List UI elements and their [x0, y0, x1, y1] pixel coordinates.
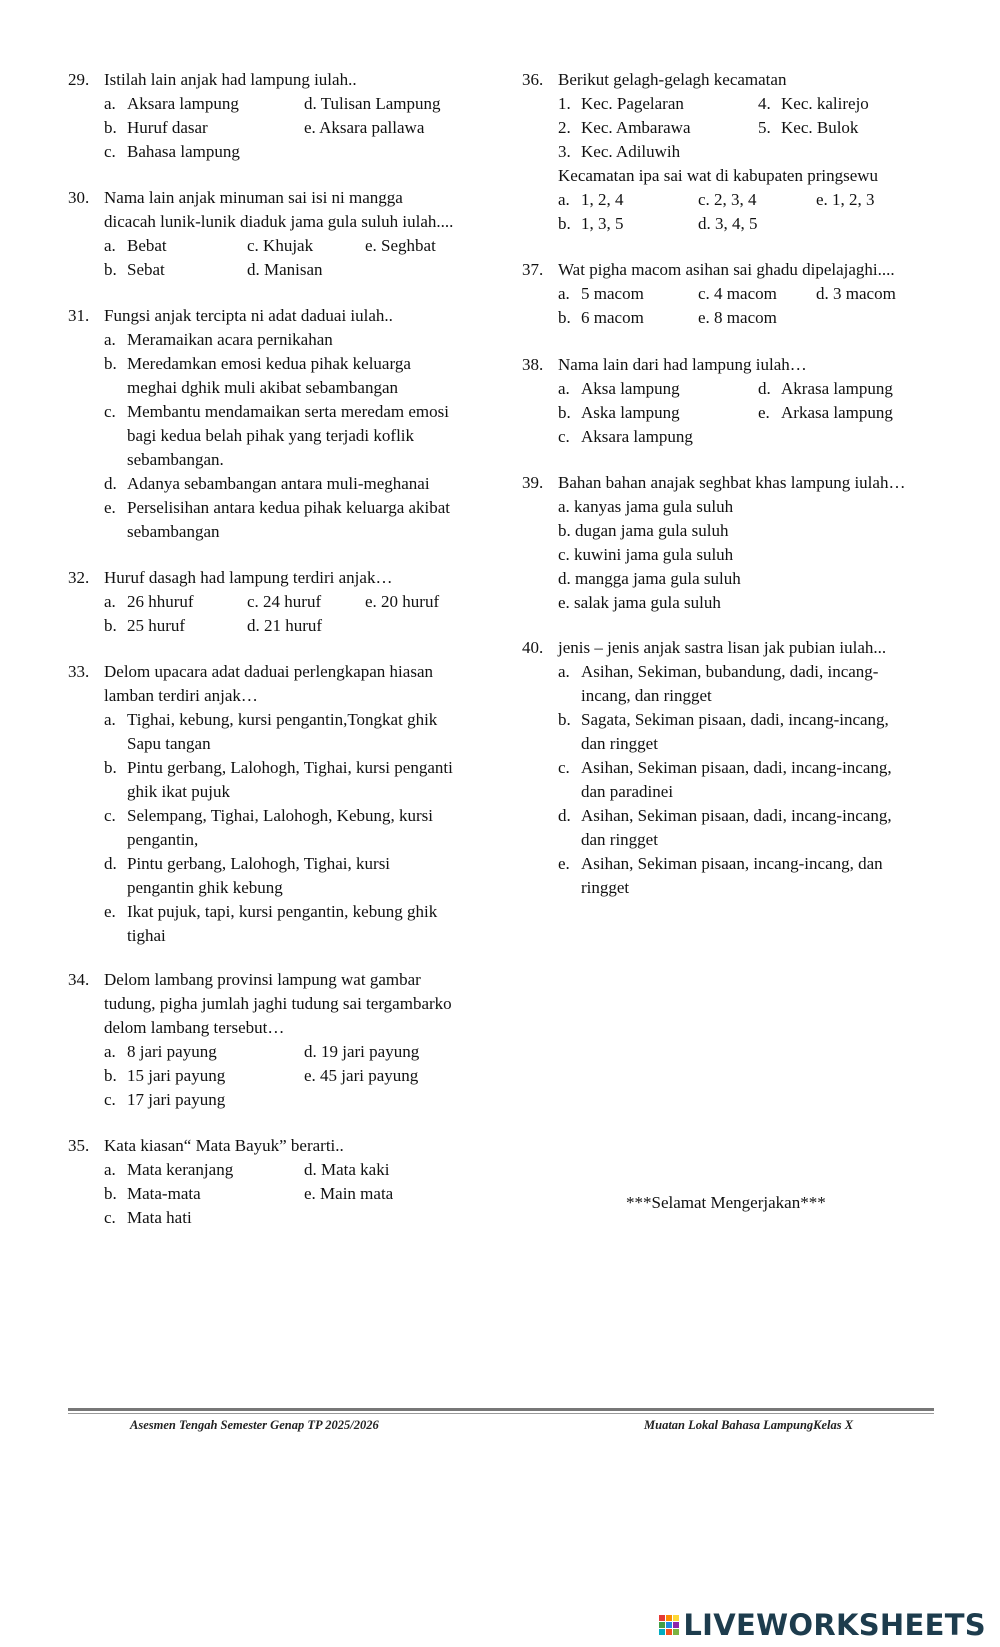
question-text: Delom lambang provinsi lampung wat gambar	[104, 970, 421, 989]
footer-divider-thin	[68, 1413, 934, 1414]
question-text: Istilah lain anjak had lampung iulah..	[104, 70, 357, 89]
option-a[interactable]: a. Tighai, kebung, kursi pengantin,Tongkat ghik	[104, 710, 438, 729]
footer-exam-title: Asesmen Tengah Semester Genap TP 2025/2026	[130, 1418, 379, 1432]
option-a[interactable]: a. 8 jari payung	[104, 1042, 217, 1061]
liveworksheets-logo-icon	[659, 1615, 679, 1635]
question-number: 35.	[68, 1136, 90, 1155]
option-b[interactable]: b. Meredamkan emosi kedua pihak keluarga	[104, 354, 411, 373]
question-40	[522, 636, 942, 900]
option-d[interactable]: d. Asihan, Sekiman pisaan, dadi, incang-incang,	[558, 806, 892, 825]
option-e[interactable]: e. salak jama gula suluh	[558, 593, 721, 612]
option-d[interactable]: d. 3 macom	[816, 284, 896, 303]
option-b[interactable]: b. Huruf dasar	[104, 118, 208, 137]
option-d[interactable]: d. Manisan	[247, 260, 323, 279]
option-c-cont: dan paradinei	[581, 782, 674, 801]
district-item-4: 4. Kec. kalirejo	[758, 94, 869, 113]
option-c[interactable]: c. kuwini jama gula suluh	[558, 545, 734, 564]
question-text: Bahan bahan anajak seghbat khas lampung iulah…	[558, 473, 906, 492]
option-d-cont: pengantin ghik kebung	[127, 878, 283, 897]
option-c-cont: bagi kedua belah pihak yang terjadi koflik	[127, 426, 415, 445]
liveworksheets-logo[interactable]	[659, 1608, 986, 1642]
question-31	[68, 304, 488, 544]
option-d[interactable]: d. Akrasa lampung	[758, 379, 893, 398]
option-c[interactable]: c. 24 huruf	[247, 592, 322, 611]
footer-subject: Muatan Lokal Bahasa LampungKelas X	[644, 1418, 854, 1432]
question-37	[522, 258, 942, 330]
option-e[interactable]: e. 1, 2, 3	[816, 190, 875, 209]
option-b[interactable]: b. 15 jari payung	[104, 1066, 226, 1085]
question-number: 30.	[68, 188, 90, 207]
option-a[interactable]: a. kanyas jama gula suluh	[558, 497, 734, 516]
option-a[interactable]: a. Mata keranjang	[104, 1160, 234, 1179]
option-b-cont: meghai dghik muli akibat sebambangan	[127, 378, 398, 397]
option-b[interactable]: b. Pintu gerbang, Lalohogh, Tighai, kursi penganti	[104, 758, 453, 777]
option-c[interactable]: c. Khujak	[247, 236, 314, 255]
question-number: 37.	[522, 260, 544, 279]
option-d[interactable]: d. Pintu gerbang, Lalohogh, Tighai, kursi	[104, 854, 391, 873]
question-34	[68, 968, 488, 1112]
question-number: 38.	[522, 355, 544, 374]
option-a[interactable]: a. Asihan, Sekiman, bubandung, dadi, incang-	[558, 662, 879, 681]
question-text: Fungsi anjak tercipta ni adat daduai iulah..	[104, 306, 393, 325]
question-text: jenis – jenis anjak sastra lisan jak pubian iulah...	[558, 638, 887, 657]
question-38	[522, 353, 942, 449]
option-c[interactable]: c. 4 macom	[698, 284, 777, 303]
option-c[interactable]: c. Membantu mendamaikan serta meredam emosi	[104, 402, 449, 421]
question-text-cont: lamban terdiri anjak…	[104, 686, 258, 705]
option-c[interactable]: c. 2, 3, 4	[698, 190, 757, 209]
question-number: 40.	[522, 638, 544, 657]
district-item-5: 5. Kec. Bulok	[758, 118, 859, 137]
option-b[interactable]: b. Sebat	[104, 260, 165, 279]
question-35	[68, 1134, 488, 1230]
option-e[interactable]: e. Aksara pallawa	[304, 118, 425, 137]
question-number: 31.	[68, 306, 90, 325]
question-text: Nama lain dari had lampung iulah…	[558, 355, 807, 374]
question-30	[68, 186, 488, 282]
option-e[interactable]: e. Arkasa lampung	[758, 403, 893, 422]
question-number: 33.	[68, 662, 90, 681]
option-b[interactable]: b. 6 macom	[558, 308, 644, 327]
option-b[interactable]: b. dugan jama gula suluh	[558, 521, 729, 540]
option-d[interactable]: d. Tulisan Lampung	[304, 94, 441, 113]
option-b[interactable]: b. Mata-mata	[104, 1184, 201, 1203]
option-d[interactable]: d. Adanya sebambangan antara muli-meghanai	[104, 474, 430, 493]
option-d[interactable]: d. Mata kaki	[304, 1160, 390, 1179]
option-a[interactable]: a. 1, 2, 4	[558, 190, 624, 209]
option-e[interactable]: e. Seghbat	[365, 236, 436, 255]
option-e-cont: sebambangan	[127, 522, 220, 541]
footer-divider	[68, 1408, 934, 1411]
question-33	[68, 660, 488, 948]
option-e[interactable]: e. Ikat pujuk, tapi, kursi pengantin, kebung ghik	[104, 902, 438, 921]
option-a[interactable]: a. 26 hhuruf	[104, 592, 194, 611]
question-text: Berikut gelagh-gelagh kecamatan	[558, 70, 787, 89]
question-text-cont: tudung, pigha jumlah jaghi tudung sai tergambarko	[104, 994, 452, 1013]
question-29	[68, 68, 488, 164]
question-number: 36.	[522, 70, 544, 89]
option-d-cont: dan ringget	[581, 830, 658, 849]
option-e-cont: ringget	[581, 878, 630, 897]
option-c[interactable]: c. Aksara lampung	[558, 427, 693, 446]
option-d[interactable]: d. 19 jari payung	[304, 1042, 420, 1061]
question-text-cont: dicacah lunik-lunik diaduk jama gula suluh iulah....	[104, 212, 454, 231]
option-a[interactable]: a. Aksara lampung	[104, 94, 239, 113]
option-d[interactable]: d. mangga jama gula suluh	[558, 569, 741, 588]
option-c[interactable]: c. Asihan, Sekiman pisaan, dadi, incang-incang,	[558, 758, 892, 777]
option-e[interactable]: e. Main mata	[304, 1184, 394, 1203]
option-a[interactable]: a. Meramaikan acara pernikahan	[104, 330, 333, 349]
question-text: Kata kiasan“ Mata Bayuk” berarti..	[104, 1136, 344, 1155]
closing-message: ***Selamat Mengerjakan***	[626, 1193, 826, 1212]
question-36	[522, 68, 942, 236]
logo-text: LIVEWORKSHEETS	[683, 1608, 986, 1642]
option-c[interactable]: c. Selempang, Tighai, Lalohogh, Kebung, kursi	[104, 806, 433, 825]
question-text: Nama lain anjak minuman sai isi ni mangga	[104, 188, 403, 207]
question-number: 39.	[522, 473, 544, 492]
option-a-cont: incang, dan ringget	[581, 686, 712, 705]
district-item-2: 2. Kec. Ambarawa	[558, 118, 691, 137]
option-e[interactable]: e. Perselisihan antara kedua pihak keluarga akibat	[104, 498, 451, 517]
district-item-3: 3. Kec. Adiluwih	[558, 142, 681, 161]
option-b[interactable]: b. Aska lampung	[558, 403, 680, 422]
option-a[interactable]: a. 5 macom	[558, 284, 644, 303]
district-item-1: 1. Kec. Pagelaran	[558, 94, 684, 113]
question-text: Delom upacara adat daduai perlengkapan hiasan	[104, 662, 433, 681]
option-e[interactable]: e. 45 jari payung	[304, 1066, 419, 1085]
question-text-cont: Kecamatan ipa sai wat di kabupaten pringsewu	[558, 166, 879, 185]
option-a-cont: Sapu tangan	[127, 734, 211, 753]
question-number: 32.	[68, 568, 90, 587]
option-a[interactable]: a. Aksa lampung	[558, 379, 680, 398]
option-e[interactable]: e. Asihan, Sekiman pisaan, incang-incang, dan	[558, 854, 883, 873]
option-e[interactable]: e. 8 macom	[698, 308, 777, 327]
option-b-cont: ghik ikat pujuk	[127, 782, 230, 801]
question-number: 29.	[68, 70, 90, 89]
option-b-cont: dan ringget	[581, 734, 658, 753]
option-b[interactable]: b. 1, 3, 5	[558, 214, 624, 233]
option-e[interactable]: e. 20 huruf	[365, 592, 440, 611]
option-c-cont: pengantin,	[127, 830, 199, 849]
option-b[interactable]: b. 25 huruf	[104, 616, 186, 635]
option-b[interactable]: b. Sagata, Sekiman pisaan, dadi, incang-incang,	[558, 710, 889, 729]
option-c[interactable]: c. Mata hati	[104, 1208, 192, 1227]
option-c[interactable]: c. 17 jari payung	[104, 1090, 226, 1109]
question-number: 34.	[68, 970, 90, 989]
option-c[interactable]: c. Bahasa lampung	[104, 142, 240, 161]
option-d[interactable]: d. 21 huruf	[247, 616, 323, 635]
question-39	[522, 471, 942, 615]
question-text: Huruf dasagh had lampung terdiri anjak…	[104, 568, 393, 587]
question-32	[68, 566, 488, 638]
option-a[interactable]: a. Bebat	[104, 236, 167, 255]
option-e-cont: tighai	[127, 926, 166, 945]
question-text: Wat pigha macom asihan sai ghadu dipelajaghi....	[558, 260, 895, 279]
option-d[interactable]: d. 3, 4, 5	[698, 214, 758, 233]
option-c-cont: sebambangan.	[127, 450, 224, 469]
question-text-cont: delom lambang tersebut…	[104, 1018, 285, 1037]
